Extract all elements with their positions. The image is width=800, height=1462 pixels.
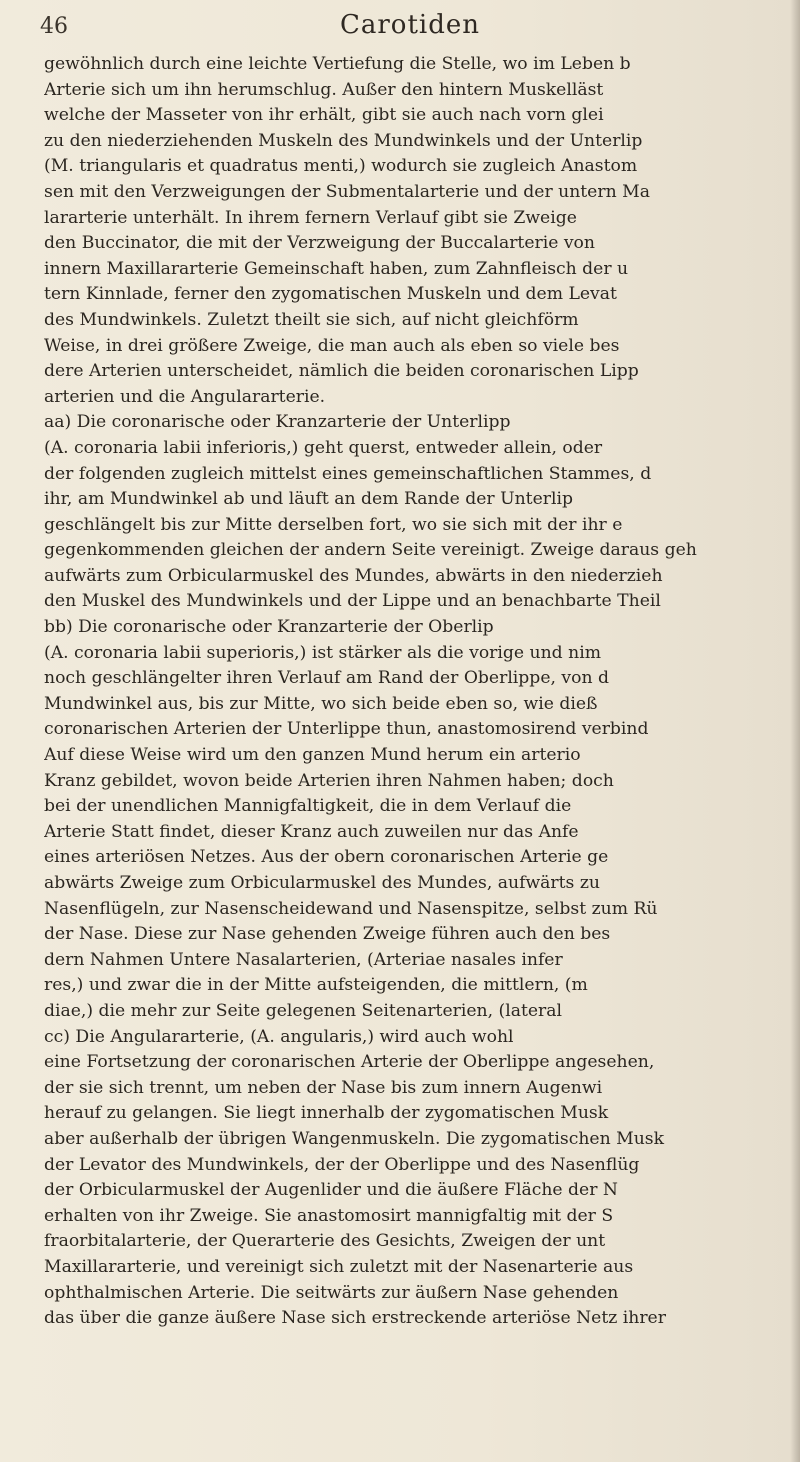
text-line: diae,) die mehr zur Seite gelegenen Seitenarterien, (lateral bbox=[44, 1000, 562, 1021]
text-line: aber außerhalb der übrigen Wangenmuskeln. Die zygomatischen Musk bbox=[44, 1128, 665, 1149]
text-line: bei der unendlichen Mannigfaltigkeit, die in dem Verlauf die bbox=[44, 796, 572, 817]
text-line: eine Fortsetzung der coronarischen Arterie der Oberlippe angesehen, bbox=[44, 1052, 655, 1073]
text-line: eines arteriösen Netzes. Aus der obern coronarischen Arterie ge bbox=[44, 847, 609, 868]
page-number: 46 bbox=[40, 14, 68, 39]
text-line: res,) und zwar die in der Mitte aufsteigenden, die mittlern, (m bbox=[44, 975, 588, 996]
text-line: den Muskel des Mundwinkels und der Lippe und an benachbarte Theil bbox=[44, 591, 661, 612]
text-line: Maxillararterie, und vereinigt sich zuletzt mit der Nasenarterie aus bbox=[44, 1256, 634, 1277]
text-line: arterien und die Angulararterie. bbox=[44, 386, 326, 407]
text-line: (M. triangularis et quadratus menti,) wodurch sie zugleich Anastom bbox=[44, 156, 638, 177]
text-line: noch geschlängelter ihren Verlauf am Rand der Oberlippe, von d bbox=[44, 668, 610, 689]
text-line: der folgenden zugleich mittelst eines gemeinschaftlichen Stammes, d bbox=[44, 463, 652, 484]
text-line: Kranz gebildet, wovon beide Arterien ihren Nahmen haben; doch bbox=[44, 770, 614, 791]
text-line: den Buccinator, die mit der Verzweigung der Buccalarterie von bbox=[44, 233, 595, 254]
text-line: dern Nahmen Untere Nasalarterien, (Arteriae nasales infer bbox=[44, 949, 563, 970]
text-line: (A. coronaria labii superioris,) ist stärker als die vorige und nim bbox=[44, 642, 601, 663]
text-line: (A. coronaria labii inferioris,) geht querst, entweder allein, oder bbox=[44, 437, 603, 458]
text-line: Auf diese Weise wird um den ganzen Mund herum ein arterio bbox=[44, 745, 581, 766]
body-text bbox=[44, 52, 794, 1332]
text-line: gegenkommenden gleichen der andern Seite vereinigt. Zweige daraus geh bbox=[44, 540, 697, 561]
text-line: zu den niederziehenden Muskeln des Mundwinkels und der Unterlip bbox=[44, 130, 643, 151]
text-line: abwärts Zweige zum Orbicularmuskel des Mundes, aufwärts zu bbox=[44, 873, 600, 893]
text-line: Arterie sich um ihn herumschlug. Außer den hintern Muskelläst bbox=[44, 79, 604, 100]
text-line: erhalten von ihr Zweige. Sie anastomosirt mannigfaltig mit der S bbox=[44, 1205, 614, 1226]
text-line: Mundwinkel aus, bis zur Mitte, wo sich beide eben so, wie dieß bbox=[44, 693, 598, 714]
text-line: Arterie Statt findet, dieser Kranz auch zuweilen nur das Anfe bbox=[44, 821, 579, 842]
text-line: coronarischen Arterien der Unterlippe thun, anastomosirend verbind bbox=[44, 719, 649, 740]
text-line: der sie sich trennt, um neben der Nase bis zum innern Augenwi bbox=[44, 1077, 603, 1098]
text-line: gewöhnlich durch eine leichte Vertiefung die Stelle, wo im Leben b bbox=[44, 54, 631, 74]
text-line: aa) Die coronarische oder Kranzarterie der Unterlipp bbox=[44, 412, 511, 433]
text-line: des Mundwinkels. Zuletzt theilt sie sich, auf nicht gleichförm bbox=[44, 309, 579, 330]
text-line: cc) Die Angulararterie, (A. angularis,) wird auch wohl bbox=[44, 1026, 514, 1047]
page-edge-shadow bbox=[790, 0, 800, 1462]
text-line: der Orbicularmuskel der Augenlider und die äußere Fläche der N bbox=[44, 1180, 618, 1201]
text-line: fraorbitalarterie, der Querarterie des Gesichts, Zweigen der unt bbox=[44, 1231, 606, 1252]
running-head bbox=[40, 8, 780, 48]
text-line: das über die ganze äußere Nase sich erstreckende arteriöse Netz ihrer bbox=[44, 1308, 666, 1329]
text-line: dere Arterien unterscheidet, nämlich die beiden coronarischen Lipp bbox=[44, 361, 639, 382]
text-line: lararterie unterhält. In ihrem fernern Verlauf gibt sie Zweige bbox=[44, 207, 577, 228]
text-line: innern Maxillararterie Gemeinschaft haben, zum Zahnfleisch der u bbox=[44, 258, 629, 279]
text-line: ihr, am Mundwinkel ab und läuft an dem Rande der Unterlip bbox=[44, 489, 573, 510]
text-line: Weise, in drei größere Zweige, die man auch als eben so viele bes bbox=[44, 335, 620, 356]
text-line: Nasenflügeln, zur Nasenscheidewand und Nasenspitze, selbst zum Rü bbox=[44, 898, 658, 919]
running-title: Carotiden bbox=[339, 10, 480, 40]
text-line: sen mit den Verzweigungen der Submentalarterie und der untern Ma bbox=[44, 181, 650, 202]
text-line: herauf zu gelangen. Sie liegt innerhalb der zygomatischen Musk bbox=[44, 1103, 609, 1124]
text-line: aufwärts zum Orbicularmuskel des Mundes, abwärts in den niederzieh bbox=[44, 565, 663, 586]
text-line: bb) Die coronarische oder Kranzarterie der Oberlip bbox=[44, 617, 494, 638]
text-line: der Levator des Mundwinkels, der der Oberlippe und des Nasenflüg bbox=[44, 1154, 640, 1175]
text-line: der Nase. Diese zur Nase gehenden Zweige führen auch den bes bbox=[44, 924, 611, 945]
text-line: geschlängelt bis zur Mitte derselben fort, wo sie sich mit der ihr e bbox=[44, 514, 623, 535]
text-line: ophthalmischen Arterie. Die seitwärts zur äußern Nase gehenden bbox=[44, 1282, 619, 1303]
text-line: tern Kinnlade, ferner den zygomatischen Muskeln und dem Levat bbox=[44, 284, 617, 305]
text-line: welche der Masseter von ihr erhält, gibt sie auch nach vorn glei bbox=[44, 105, 604, 126]
